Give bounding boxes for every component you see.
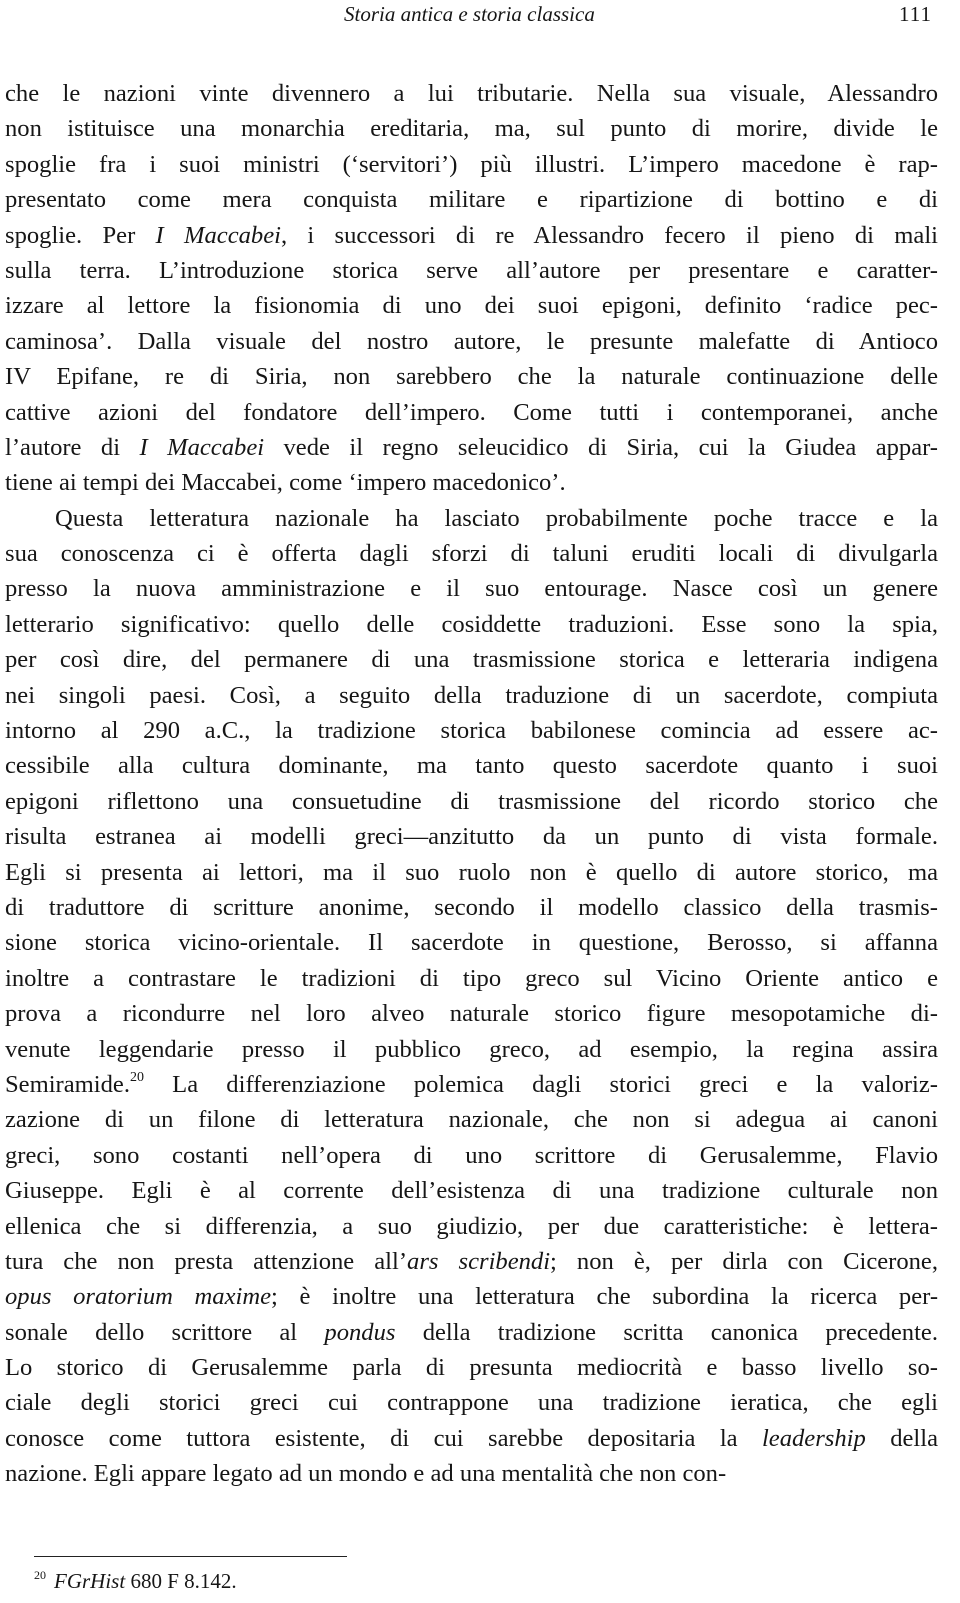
text-line xyxy=(5,218,938,253)
line-text: presentato come mera conquista militare e ripartizione di bottino e di xyxy=(5,186,938,214)
text-line xyxy=(5,678,938,713)
line-text: IV Epifane, re di Siria, non sarebbero che la naturale continuazione delle xyxy=(5,363,938,391)
text-line xyxy=(5,1032,938,1067)
line-text: spoglie fra i suoi ministri (‘servitori’) più illustri. L’impero macedone è rap- xyxy=(5,150,938,178)
line-text: caminosa’. Dalla visuale del nostro autore, le presunte malefatte di Antioco xyxy=(5,327,938,355)
line-text: epigoni riflettono una consuetudine di trasmissione del ricordo storico che xyxy=(5,787,938,815)
line-text: Questa letteratura nazionale ha lasciato probabilmente poche tracce e la xyxy=(55,504,938,532)
italic-title: opus oratorium maxime xyxy=(5,1283,272,1311)
text-line xyxy=(5,501,938,536)
line-text: inoltre a contrastare le tradizioni di tipo greco sul Vicino Oriente antico e xyxy=(5,964,938,992)
line-text: risulta estranea ai modelli greci—anzitutto da un punto di vista formale. xyxy=(5,823,938,851)
line-text: cessibile alla cultura dominante, ma tanto questo sacerdote quanto i suoi xyxy=(5,752,938,780)
text-line xyxy=(5,713,938,748)
line-text: della xyxy=(865,1424,938,1452)
line-text: ellenica che si differenzia, a suo giudizio, per due caratteristiche: è lettera- xyxy=(5,1212,938,1240)
line-text: Semiramide. xyxy=(5,1070,130,1098)
footnote-rule xyxy=(34,1556,347,1557)
text-line xyxy=(5,430,938,465)
line-text: sonale dello scrittore al xyxy=(5,1318,325,1346)
line-text: l’autore di xyxy=(5,433,140,461)
line-text: izzare al lettore la fisionomia di uno dei suoi epigoni, definito ‘radice pec- xyxy=(5,292,938,320)
text-line xyxy=(5,1279,938,1314)
line-text: tiene ai tempi dei Maccabei, come ‘impero macedonico’. xyxy=(5,469,566,497)
page-number: 111 xyxy=(899,2,932,26)
running-head xyxy=(0,2,960,28)
line-text: Egli si presenta ai lettori, ma il suo ruolo non è quello di autore storico, ma xyxy=(5,858,938,886)
text-line xyxy=(5,607,938,642)
line-text: della tradizione scritta canonica precedente. xyxy=(395,1318,938,1346)
text-line xyxy=(5,961,938,996)
line-text: non istituisce una monarchia ereditaria, ma, sul punto di morire, divide le xyxy=(5,115,938,143)
footnote-number: 20 xyxy=(34,1568,46,1582)
line-text: vede il regno seleucidico di Siria, cui la Giudea appar- xyxy=(264,433,938,461)
line-text: sua conoscenza ci è offerta dagli sforzi di taluni eruditi locali di divulgarla xyxy=(5,540,938,568)
line-text: ciale degli storici greci cui contrappone una tradizione ieratica, che egli xyxy=(5,1389,938,1417)
line-text: sione storica vicino-orientale. Il sacerdote in questione, Berosso, si affanna xyxy=(5,929,938,957)
line-text: tura che non presta attenzione all’ xyxy=(5,1247,408,1275)
text-line xyxy=(5,1209,938,1244)
text-line xyxy=(5,890,938,925)
text-line xyxy=(5,925,938,960)
text-line xyxy=(5,1244,938,1279)
text-line xyxy=(5,465,938,500)
text-line xyxy=(5,1102,938,1137)
text-line xyxy=(5,536,938,571)
text-line xyxy=(5,1067,938,1102)
text-line xyxy=(5,111,938,146)
line-text: cattive azioni del fondatore dell’impero. Come tutti i contemporanei, anche xyxy=(5,398,938,426)
text-line xyxy=(5,359,938,394)
line-text: venute leggendarie presso il pubblico greco, ad esempio, la regina assira xyxy=(5,1035,938,1063)
italic-title: pondus xyxy=(324,1318,396,1346)
text-line xyxy=(5,1315,938,1350)
line-text: che le nazioni vinte divennero a lui tributarie. Nella sua visuale, Alessandro xyxy=(5,80,938,107)
text-line xyxy=(5,819,938,854)
text-line xyxy=(5,1173,938,1208)
line-text: nazione. Egli appare legato ad un mondo e ad una mentalità che non con- xyxy=(5,1460,727,1488)
text-line xyxy=(5,1421,938,1456)
body-text xyxy=(5,76,938,1492)
text-line xyxy=(5,642,938,677)
text-line xyxy=(5,1456,938,1491)
line-text: ; non è, per dirla con Cicerone, xyxy=(550,1247,938,1275)
line-text: La differenziazione polemica dagli storici greci e la valoriz- xyxy=(144,1070,938,1098)
text-line xyxy=(5,1385,938,1420)
line-text: Lo storico di Gerusalemme parla di presunta mediocrità e basso livello so- xyxy=(5,1354,938,1382)
text-line xyxy=(5,395,938,430)
line-text: intorno al 290 a.C., la tradizione storica babilonese comincia ad essere ac- xyxy=(5,717,938,745)
text-line xyxy=(5,288,938,323)
footnote-title: FGrHist xyxy=(54,1569,126,1593)
line-text: presso la nuova amministrazione e il suo entourage. Nasce così un genere xyxy=(5,575,938,603)
text-line xyxy=(5,784,938,819)
text-line xyxy=(5,855,938,890)
line-text: greci, sono costanti nell’opera di uno scrittore di Gerusalemme, Flavio xyxy=(5,1141,938,1169)
line-text: di traduttore di scritture anonime, secondo il modello classico della trasmis- xyxy=(5,893,938,921)
line-text: conosce come tuttora esistente, di cui sarebbe depositaria la xyxy=(5,1424,762,1452)
line-text: prova a ricondurre nel loro alveo naturale storico figure mesopotamiche di- xyxy=(5,1000,938,1028)
running-title: Storia antica e storia classica xyxy=(344,2,595,26)
line-text: per così dire, del permanere di una trasmissione storica e letteraria indigena xyxy=(5,646,938,674)
italic-title: I Maccabei xyxy=(139,433,265,461)
text-line xyxy=(5,748,938,783)
text-line xyxy=(5,76,938,111)
italic-title: ars scribendi xyxy=(407,1247,551,1275)
italic-title: leadership xyxy=(761,1424,866,1452)
text-line xyxy=(5,253,938,288)
line-text: letterario significativo: quello delle cosiddette traduzioni. Esse sono la spia, xyxy=(5,610,938,638)
line-text: spoglie. Per xyxy=(5,221,156,249)
text-line xyxy=(5,571,938,606)
text-line xyxy=(5,182,938,217)
text-line xyxy=(5,324,938,359)
line-text: sulla terra. L’introduzione storica serve all’autore per presentare e caratter- xyxy=(5,256,938,284)
text-line xyxy=(5,147,938,182)
line-text: zazione di un filone di letteratura nazionale, che non si adegua ai canoni xyxy=(5,1106,938,1134)
footnote-reference: 20 xyxy=(130,1069,144,1085)
line-text: Giuseppe. Egli è al corrente dell’esistenza di una tradizione culturale non xyxy=(5,1177,938,1205)
text-line xyxy=(5,1350,938,1385)
footnote-text: 680 F 8.142. xyxy=(125,1569,237,1593)
text-line xyxy=(5,996,938,1031)
line-text: ; è inoltre una letteratura che subordina la ricerca per- xyxy=(271,1283,938,1311)
line-text: , i successori di re Alessandro fecero il pieno di mali xyxy=(280,221,938,249)
italic-title: I Maccabei xyxy=(155,221,281,249)
footnote xyxy=(34,1568,237,1594)
line-text: nei singoli paesi. Così, a seguito della traduzione di un sacerdote, compiuta xyxy=(5,681,938,709)
text-line xyxy=(5,1138,938,1173)
